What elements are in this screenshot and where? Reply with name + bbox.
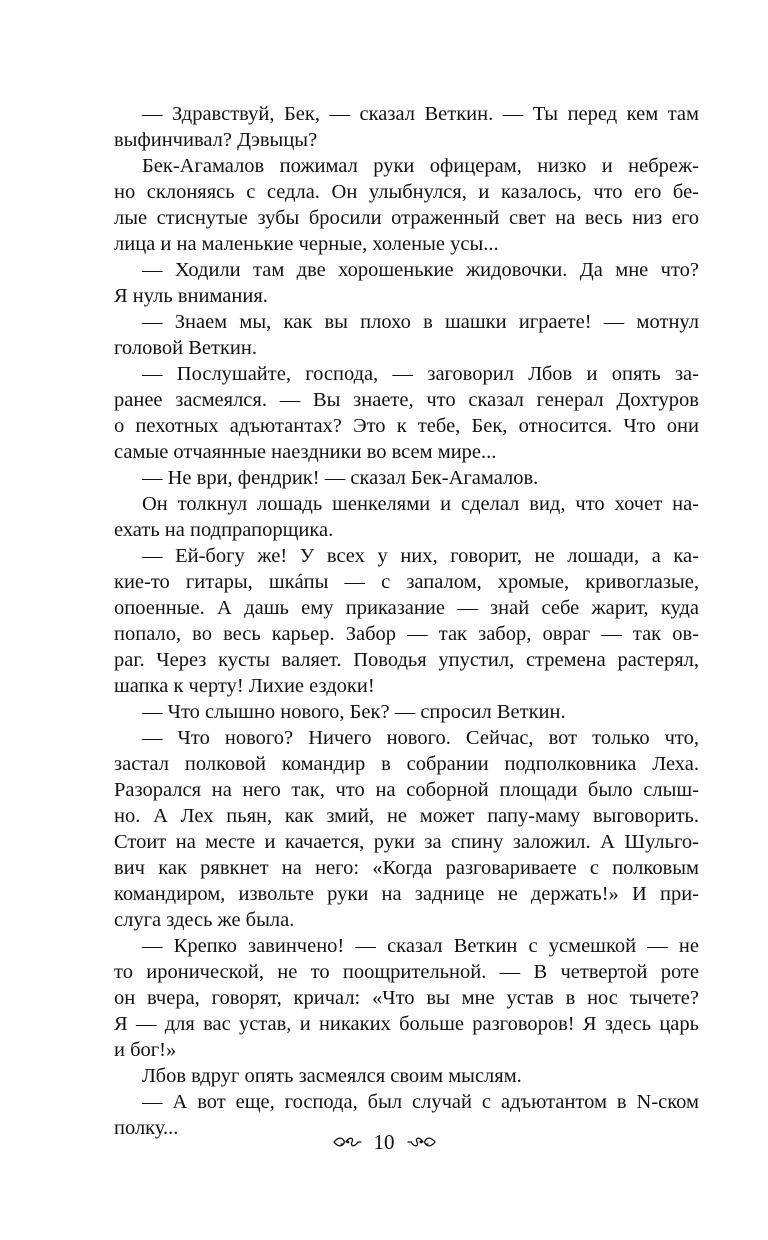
- text-line: то иронической, не то поощрительной. — В четвертой роте: [114, 961, 699, 983]
- text-line: кие-то гитары, шкáпы — с запалом, хромые, кривоглазые,: [114, 571, 699, 593]
- text-line: но склоняясь с седла. Он улыбнулся, и казалось, что его бе-: [114, 181, 699, 203]
- text-line: — А вот еще, господа, был случай с адъютантом в N-ском: [142, 1091, 699, 1113]
- text-line: командиром, извольте руки на заднице не держать!» И при-: [114, 883, 699, 905]
- text-line: Бек-Агамалов пожимал руки офицерам, низко и небреж-: [142, 155, 699, 177]
- text-line: выфинчивал? Дэвыцы?: [114, 129, 318, 151]
- text-line: он вчера, говорят, кричал: «Что вы мне устав в нос тычете?: [114, 987, 699, 1009]
- text-line: Разорался на него так, что на соборной площади было слыш-: [114, 779, 699, 801]
- text-line: Лбов вдруг опять засмеялся своим мыслям.: [142, 1065, 522, 1087]
- text-line: опоенные. А дашь ему приказание — знай себе жарит, куда: [114, 597, 699, 619]
- page-text: [114, 101, 699, 1141]
- floral-ornament-icon: [407, 1133, 437, 1151]
- text-line: — Здравствуй, Бек, — сказал Веткин. — Ты перед кем там: [142, 103, 699, 125]
- text-line: но. А Лех пьян, как змий, не может папу-маму выговорить.: [114, 805, 699, 827]
- text-line: Он толкнул лошадь шенкелями и сделал вид, что хочет на-: [142, 493, 699, 515]
- text-line: — Что нового? Ничего нового. Сейчас, вот только что,: [142, 727, 699, 749]
- text-line: шапка к черту! Лихие ездоки!: [114, 675, 375, 697]
- text-line: лица и на маленькие черные, холеные усы...: [114, 233, 499, 255]
- text-line: застал полковой командир в собрании подполковника Леха.: [114, 753, 699, 775]
- page-footer: [0, 1127, 768, 1157]
- floral-ornament-icon: [332, 1133, 362, 1151]
- text-line: — Ей-богу же! У всех у них, говорит, не лошади, а ка-: [142, 545, 699, 567]
- text-line: — Знаем мы, как вы плохо в шашки играете! — мотнул: [142, 311, 699, 333]
- page-number: 10: [373, 1130, 395, 1154]
- text-line: — Послушайте, господа, — заговорил Лбов и опять за-: [142, 363, 699, 385]
- text-line: слуга здесь же была.: [114, 909, 295, 931]
- text-line: ранее засмеялся. — Вы знаете, что сказал генерал Дохтуров: [114, 389, 699, 411]
- text-line: Я — для вас устав, и никаких больше разговоров! Я здесь царь: [114, 1013, 699, 1035]
- text-line: лые стиснутые зубы бросили отраженный свет на весь низ его: [114, 207, 699, 229]
- text-line: попало, во весь карьер. Забор — так забор, овраг — так ов-: [114, 623, 699, 645]
- text-line: раг. Через кусты валяет. Поводья упустил, стремена растерял,: [114, 649, 699, 671]
- text-line: Я нуль внимания.: [114, 285, 268, 307]
- text-line: — Что слышно нового, Бек? — спросил Веткин.: [142, 701, 566, 723]
- text-line: ехать на подпрапорщика.: [114, 519, 334, 541]
- text-line: Стоит на месте и качается, руки за спину заложил. А Шульго-: [114, 831, 699, 853]
- text-line: вич как рявкнет на него: «Когда разговариваете с полковым: [114, 857, 699, 879]
- text-line: — Не ври, фендрик! — сказал Бек-Агамалов.: [142, 467, 539, 489]
- text-line: головой Веткин.: [114, 337, 257, 359]
- text-line: — Крепко завинчено! — сказал Веткин с усмешкой — не: [142, 935, 699, 957]
- text-line: о пехотных адъютантах? Это к тебе, Бек, относится. Что они: [114, 415, 699, 437]
- text-line: и бог!»: [114, 1039, 177, 1061]
- text-line: самые отчаянные наездники во всем мире...: [114, 441, 497, 463]
- text-line: полку...: [114, 1117, 179, 1139]
- text-line: — Ходили там две хорошенькие жидовочки. Да мне что?: [142, 259, 699, 281]
